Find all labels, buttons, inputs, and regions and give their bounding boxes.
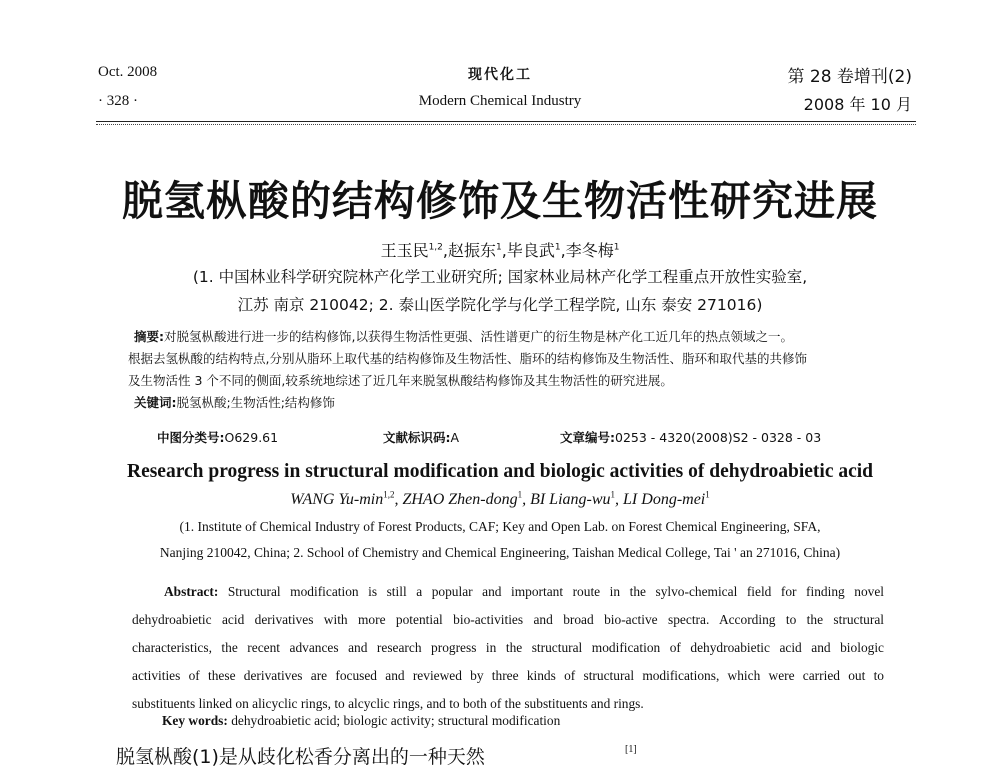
- abstract-en: [132, 578, 884, 718]
- affiliation-en-line2: Nanjing 210042, China; 2. School of Chemistry and Chemical Engineering, Taishan Medical College, Tai ' an 271016, China): [159, 545, 841, 560]
- keywords-cn-label: 关键词:: [134, 395, 177, 410]
- author-cn: 毕良武$^1$,: [506, 241, 566, 260]
- author-en: WANG $Yu-\min^{1,2}$,: [290, 490, 403, 509]
- classification-clc: 中图分类号:O629.61: [157, 430, 279, 445]
- page-title-en: Research progress in structural modification and biologic activities of dehydroabietic acid: [126, 461, 874, 482]
- header-issue-date: 2008 年 10 月: [803, 95, 912, 114]
- abstract-cn-line: 根据去氢枞酸的结构特点,分别从脂环上取代基的结构修饰及生物活性、脂环的结构修饰及生物活性、脂环和取代基的共修饰: [128, 351, 807, 366]
- header-date: Oct. 2008: [98, 64, 158, 80]
- abstract-en-line: dehydroabietic acid derivatives with more potential bio-activities and broad bio-active spectra. According to the structural: [132, 612, 884, 627]
- authors-en: [0, 490, 1000, 509]
- header-rule: [96, 121, 916, 122]
- abstract-en-line: characteristics, the recent advances and research progress in the structural modification of dehydroabietic acid and biologic: [132, 640, 884, 655]
- abstract-en-line: Structural modification is still a popular and important route in the sylvo-chemical field for finding novel: [227, 584, 884, 599]
- affiliation-en-line1: (1. Institute of Chemical Industry of Forest Products, CAF; Key and Open Lab. on Forest Chemical Engineering, SFA,: [179, 519, 821, 534]
- abstract-en-line: substituents linked on alicyclic rings, to alcyclic rings, and to both of the substituents and rings.: [132, 696, 644, 711]
- header-journal-cn: 现代化工: [468, 67, 532, 83]
- page-title-cn: 脱氢枞酸的结构修饰及生物活性研究进展: [122, 177, 878, 225]
- body-text-start: 脱氢枞酸(1)是从歧化松香分离出的一种天然: [116, 746, 485, 768]
- authors-cn: [0, 238, 1000, 261]
- header-volume: 第 28 卷增刊(2): [787, 67, 912, 87]
- author-en: BI Liang-$wu^1$,: [530, 490, 624, 509]
- abstract-cn: [128, 326, 886, 414]
- footnote-marker: [1]: [625, 744, 637, 755]
- author-cn: 王玉民$^{1,2}$,: [380, 241, 448, 260]
- author-en: LI Dong-mei$^1$: [623, 490, 710, 509]
- author-en: ZHAO Zhen-dong$^1$,: [402, 490, 531, 509]
- affiliation-cn-line1: (1. 中国林业科学研究院林产化学工业研究所; 国家林业局林产化学工程重点开放性实验室,: [192, 268, 808, 286]
- author-cn: 李冬梅$^1$: [565, 241, 620, 260]
- abstract-cn-line: 及生物活性 3 个不同的侧面,较系统地综述了近几年来脱氢枞酸结构修饰及其生物活性的研究进展。: [128, 373, 673, 388]
- classification-article-number: 文章编号:0253 - 4320(2008)S2 - 0328 - 03: [560, 430, 822, 445]
- abstract-en-line: activities of these derivatives are focused and reviewed by three kinds of structural modifications, which were carried out to: [132, 668, 884, 683]
- header-page-number: · 328 ·: [98, 93, 138, 109]
- abstract-cn-line: 对脱氢枞酸进行进一步的结构修饰,以获得生物活性更强、活性谱更广的衍生物是林产化工近几年的热点领域之一。: [164, 329, 793, 344]
- keywords-cn-value: 脱氢枞酸;生物活性;结构修饰: [176, 395, 335, 410]
- keywords-en-value: dehydroabietic acid; biologic activity; structural modification: [231, 713, 561, 728]
- author-cn: 赵振东$^1$,: [448, 241, 507, 260]
- abstract-en-label: Abstract:: [164, 584, 219, 599]
- abstract-cn-label: 摘要:: [134, 329, 164, 344]
- header-journal-en: Modern Chemical Industry: [418, 93, 582, 109]
- classification-doc-code: 文献标识码:A: [383, 430, 460, 445]
- keywords-en: [162, 713, 560, 729]
- affiliation-cn-line2: 江苏 南京 210042; 2. 泰山医学院化学与化学工程学院, 山东 泰安 271016): [237, 296, 763, 314]
- header-rule-dotted: [96, 124, 916, 125]
- keywords-en-label: Key words:: [162, 713, 228, 728]
